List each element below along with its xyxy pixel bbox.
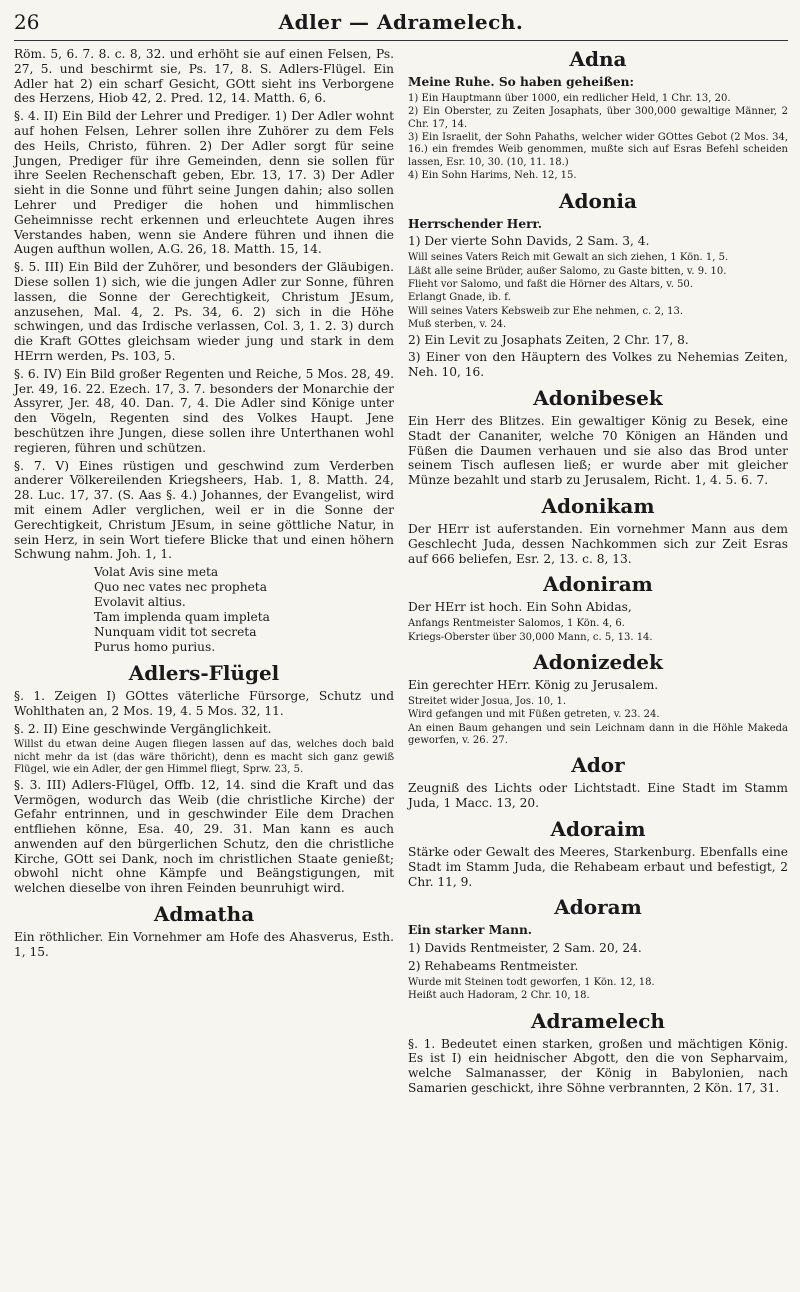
small-print-note: Wurde mit Steinen todt geworfen, 1 Kön. 12, 18. [408, 976, 655, 988]
small-print-note: Heißt auch Hadoram, 2 Chr. 10, 18. [408, 990, 590, 1002]
paragraph: Ein röthlicher. Ein Vornehmer am Hofe des Ahasverus, Esth. 1, 15. [14, 930, 394, 959]
paragraph: §. 7. V) Eines rüstigen und geschwind zum Verderben anderer Völkereilenden Kriegsheers, Hab. 1, 8. Matth. 24, 28. Luc. 17, 37. (S. Aas §. 4.) Johannes, der Evangelist, wird mit einem Adler verglichen, weil er in die Sonne der Gerechtigkeit, Christum JEsum, in seine göttliche Natur, in sein Herz, in sein Wort tiefere Blicke that und einen höhern Schwung nahm. Joh. 1, 1. [14, 458, 394, 562]
entry-lead: Ein starker Mann. [408, 923, 533, 938]
small-print-note: Flieht vor Salomo, und faßt die Hörner des Altars, v. 50. [408, 279, 693, 291]
small-print-note: Will seines Vaters Kebsweib zur Ehe nehmen, c. 2, 13. [408, 305, 684, 317]
paragraph: Der HErr ist hoch. Ein Sohn Abidas, [408, 600, 632, 615]
running-head [14, 10, 788, 41]
paragraph: §. 3. III) Adlers-Flügel, Offb. 12, 14. sind die Kraft und das Vermögen, wodurch das Weib (die christliche Kirche) der Gefahr entrinnen, und in geschwinder Eile dem Drachen entfliehen könne, Esa. 40, 29. 31. Man kann es auch anwenden auf den bürgerlichen Schutz, den die christliche Kirche, GOtt sei Dank, noch im christlichen Staate genießt; obwohl nicht ohne Kämpfe und Beängstigungen, mit welchen dieselbe von ihren Feinden beunruhigt wird. [14, 777, 394, 896]
small-print-note: Erlangt Gnade, ib. f. [408, 292, 511, 304]
small-print-note: Will seines Vaters Reich mit Gewalt an sich ziehen, 1 Kön. 1, 5. [408, 252, 729, 264]
paragraph: Der HErr ist auferstanden. Ein vornehmer Mann aus dem Geschlecht Juda, dessen Nachkommen sich zur Zeit Esras auf 666 beliefen, Esr. 2, 13. c. 8, 13. [408, 522, 788, 566]
header-title: Adler — Adramelech. [278, 10, 524, 34]
paragraph: Ein Herr des Blitzes. Ein gewaltiger König zu Besek, eine Stadt der Cananiter, welche 70 Königen an Händen und Füßen die Daumen verhauen und sie also das Brod unter seinem Tisch auflesen ließ; er wurde aber mit gleicher Münze bezahlt und starb zu Jerusalem, Richt. 1, 4. 5. 6. 7. [408, 414, 788, 488]
paragraph: §. 1. Bedeutet einen starken, großen und mächtigen König. Es ist I) ein heidnischer Abgott, den die von Sepharvaim, welche Salmanasser, der König in Babylonien, nach Samarien geschickt, ihre Söhne verbrannten, 2 Kön. 17, 31. [408, 1036, 788, 1096]
verse-line: Purus homo purius. [94, 640, 216, 655]
paragraph: Röm. 5, 6. 7. 8. c. 8, 32. und erhöht sie auf einen Felsen, Ps. 27, 5. und beschirmt sie, Ps. 17, 8. S. Adlers-Flügel. Ein Adler hat 2) ein scharf Gesicht, GOtt sieht ins Verborgene des Herzens, Hiob 42, 2. Pred. 12, 14. Matth. 6, 6. [14, 47, 394, 106]
verse-line: Tam implenda quam impleta [94, 610, 270, 625]
entry-heading-adonibesek: Adonibesek [533, 386, 663, 411]
paragraph: §. 2. II) Eine geschwinde Vergänglichkeit. [14, 721, 272, 736]
verse-line: Quo nec vates nec propheta [94, 580, 267, 595]
paragraph: §. 6. IV) Ein Bild großer Regenten und Reiche, 5 Mos. 28, 49. Jer. 49, 16. 22. Ezech. 17, 3. 7. besonders der Monarchie der Assyrer, Jer. 48, 40. Dan. 7, 4. Die Adler sind Könige unter den Vögeln, Regenten sind des Volkes Haupt. Jene beschützen ihre Jungen, diese sollen ihre Unterthanen wohl regieren, führen und schützen. [14, 366, 394, 455]
text-columns [14, 47, 788, 1099]
entry-heading-adna: Adna [569, 47, 627, 71]
small-print-note: An einen Baum gehangen und sein Leichnam dann in die Höhle Makeda geworfen, v. 26. 27. [408, 722, 788, 747]
small-print-note: Kriegs-Oberster über 30,000 Mann, c. 5, 13. 14. [408, 631, 653, 643]
paragraph: §. 5. III) Ein Bild der Zuhörer, und besonders der Gläubigen. Diese sollen 1) sich, wie die jungen Adler zur Sonne, führen lassen, die Sonne der Gerechtigkeit, Christum JEsum, anzusehen, Mal. 4, 2. Ps. 34, 6. 2) sich in die Höhe schwingen, und das Irdische verlassen, Col. 3, 1. 2. 3) durch die Kraft GOttes gleichsam wieder jung und stark in dem HErrn werden, Ps. 103, 5. [14, 260, 394, 363]
page-number: 26 [14, 10, 40, 34]
entry-heading-adonizedek: Adonizedek [533, 650, 663, 675]
paragraph: Stärke oder Gewalt des Meeres, Starkenburg. Ebenfalls eine Stadt im Stamm Juda, die Rehabeam erbaut und befestigt, 2 Chr. 11, 9. [408, 845, 788, 889]
paragraph: Ein gerechter HErr. König zu Jerusalem. [408, 678, 659, 693]
entry-heading-adoraim: Adoraim [550, 817, 646, 842]
entry-heading-adoram: Adoram [554, 895, 642, 920]
entry-heading-ador: Ador [571, 753, 625, 778]
paragraph: 3) Einer von den Häuptern des Volkes zu Nehemias Zeiten, Neh. 10, 16. [408, 350, 788, 380]
entry-heading-adlers-fluegel: Adlers-Flügel [128, 661, 280, 686]
latin-verse [94, 565, 394, 655]
verse-line: Volat Avis sine meta [94, 565, 219, 580]
small-print-note: Wird gefangen und mit Füßen getreten, v. 23. 24. [408, 709, 660, 721]
paragraph: 1) Davids Rentmeister, 2 Sam. 20, 24. [408, 941, 642, 956]
entry-heading-adramelech: Adramelech [531, 1008, 665, 1033]
entry-heading-adonikam: Adonikam [541, 494, 655, 519]
paragraph: 2) Rehabeams Rentmeister. [408, 959, 579, 974]
small-print-note: Läßt alle seine Brüder, außer Salomo, zu Gaste bitten, v. 9. 10. [408, 265, 727, 277]
verse-line: Nunquam vidit tot secreta [94, 625, 257, 640]
entry-heading-admatha: Admatha [153, 902, 255, 927]
left-column [14, 47, 394, 1099]
small-print-note: Anfangs Rentmeister Salomos, 1 Kön. 4, 6. [408, 618, 625, 630]
paragraph: §. 1. Zeigen I) GOttes väterliche Fürsorge, Schutz und Wohlthaten an, 2 Mos. 19, 4. 5 Mos. 32, 11. [14, 689, 394, 718]
entry-heading-adoniram: Adoniram [543, 572, 653, 597]
small-print-note: Muß sterben, v. 24. [408, 319, 507, 331]
small-print-note: 4) Ein Sohn Harims, Neh. 12, 15. [408, 170, 577, 182]
entry-lead: Herrschender Herr. [408, 216, 543, 231]
small-print-note: Willst du etwan deine Augen fliegen lassen auf das, welches doch bald nicht mehr da ist (das wäre thöricht), denn es macht sich ganz gewiß Flügel, wie ein Adler, der gen Himmel fliegt, Sprw. 23, 5. [14, 739, 394, 776]
small-print-note: 2) Ein Oberster, zu Zeiten Josaphats, über 300,000 gewaltige Männer, 2 Chr. 17, 14. [408, 106, 788, 130]
verse-line: Evolavit altius. [94, 595, 186, 610]
small-print-note: Streitet wider Josua, Jos. 10, 1. [408, 695, 566, 707]
small-print-note: 3) Ein Israelit, der Sohn Pahaths, welcher wider GOttes Gebot (2 Mos. 34, 16.) ein fremdes Weib genommen, mußte sich auf Esras Befehl scheiden lassen, Esr. 10, 30. (10, 11. 18.) [408, 132, 788, 168]
paragraph: 2) Ein Levit zu Josaphats Zeiten, 2 Chr. 17, 8. [408, 332, 689, 347]
small-print-note: 1) Ein Hauptmann über 1000, ein redlicher Held, 1 Chr. 13, 20. [408, 92, 731, 104]
right-column [408, 47, 788, 1099]
paragraph: Zeugniß des Lichts oder Lichtstadt. Eine Stadt im Stamm Juda, 1 Macc. 13, 20. [408, 781, 788, 811]
entry-heading-adonia: Adonia [559, 188, 637, 213]
entry-lead: Meine Ruhe. So haben geheißen: [408, 75, 635, 89]
paragraph: 1) Der vierte Sohn Davids, 2 Sam. 3, 4. [408, 234, 650, 249]
paragraph: §. 4. II) Ein Bild der Lehrer und Prediger. 1) Der Adler wohnt auf hohen Felsen, Lehrer sollen ihre Zuhörer zu dem Fels des Heils, Christo, führen. 2) Der Adler sorgt für seine Jungen, Prediger für ihre Gemeinden, denn sie sollen für ihre Seelen Rechenschaft geben, Ebr. 13, 17. 3) Der Adler sieht in die Sonne und führt seine Jungen dahin; also sollen Lehrer und Prediger die hohen und himmlischen Geheimnisse recht erkennen und erleuchtete Augen ihres Verstandes haben, wenn sie Andere führen und ihnen die Augen aufthun wollen, A.G. 26, 18. Matth. 15, 14. [14, 109, 394, 257]
